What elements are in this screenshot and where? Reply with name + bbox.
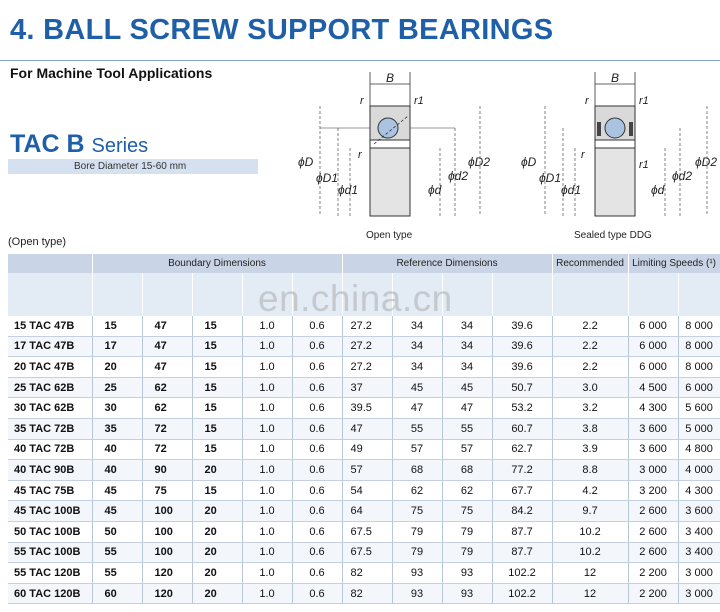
table-cell: 1.0 (242, 357, 292, 378)
table-cell: 0.6 (292, 583, 342, 604)
table-cell: 84.2 (492, 501, 552, 522)
table-row (8, 418, 720, 439)
label-r1: r1 (414, 95, 424, 107)
table-cell: 12 (552, 563, 628, 584)
bearing-designation: 40 TAC 72B (8, 439, 92, 460)
bearing-designation: 25 TAC 62B (8, 377, 92, 398)
table-cell: 90 (142, 460, 192, 481)
table-cell: 100 (142, 501, 192, 522)
table-cell: 57 (342, 460, 392, 481)
label-D2: ϕD2 (468, 155, 491, 169)
table-row (8, 501, 720, 522)
table-cell: 67.7 (492, 480, 552, 501)
dim-b-label-sealed: B (611, 71, 620, 85)
page-title: 4. BALL SCREW SUPPORT BEARINGS (10, 14, 554, 46)
table-cell: 2 200 (628, 563, 678, 584)
header-designation (8, 254, 92, 273)
table-cell: 72 (142, 439, 192, 460)
table-cell: 47 (142, 357, 192, 378)
table-cell: 53.2 (492, 398, 552, 419)
page-subtitle: For Machine Tool Applications (10, 65, 213, 81)
table-cell: 0.6 (292, 563, 342, 584)
table-cell: 0.6 (292, 480, 342, 501)
table-cell: 79 (392, 521, 442, 542)
table-cell: 6 000 (628, 316, 678, 336)
table-cell: 4 000 (678, 460, 720, 481)
table-cell: 1.0 (242, 583, 292, 604)
series-suffix: Series (91, 135, 149, 157)
table-cell: 0.6 (292, 377, 342, 398)
table-cell: 79 (442, 521, 492, 542)
table-cell: 4.2 (552, 480, 628, 501)
table-cell: 15 (192, 336, 242, 357)
table-cell: 15 (192, 398, 242, 419)
table-cell: 62 (142, 377, 192, 398)
table-cell: 1.0 (242, 336, 292, 357)
table-cell: 75 (142, 480, 192, 501)
label-d1: ϕd1 (338, 183, 359, 197)
table-cell: 68 (392, 460, 442, 481)
table-cell: 3 600 (628, 418, 678, 439)
table-cell: 9.7 (552, 501, 628, 522)
table-cell: 25 (92, 377, 142, 398)
sealed-label-d2: ϕd2 (672, 169, 693, 183)
table-cell: 102.2 (492, 583, 552, 604)
table-cell: 0.6 (292, 418, 342, 439)
table-cell: 27.2 (342, 336, 392, 357)
table-cell: 2.2 (552, 316, 628, 336)
bore-diameter-bar: Bore Diameter 15-60 mm (8, 159, 258, 174)
table-cell: 1.0 (242, 563, 292, 584)
header-recommended: Recommended (552, 254, 628, 273)
table-cell: 2 600 (628, 521, 678, 542)
table-cell: 4 300 (678, 480, 720, 501)
table-cell: 1.0 (242, 480, 292, 501)
table-cell: 10.2 (552, 521, 628, 542)
table-cell: 54 (342, 480, 392, 501)
table-cell: 62 (442, 480, 492, 501)
title-divider (0, 60, 720, 61)
table-cell: 27.2 (342, 357, 392, 378)
table-cell: 120 (142, 563, 192, 584)
table-cell: 62 (142, 398, 192, 419)
table-cell: 34 (442, 316, 492, 336)
sealed-label-D2: ϕD2 (695, 155, 718, 169)
table-cell: 1.0 (242, 316, 292, 336)
table-cell: 93 (392, 583, 442, 604)
table-cell: 30 (92, 398, 142, 419)
table-cell: 15 (192, 357, 242, 378)
table-cell: 39.6 (492, 357, 552, 378)
table-header-row (8, 254, 720, 273)
table-cell: 3 600 (678, 501, 720, 522)
table-cell: 120 (142, 583, 192, 604)
table-cell: 17 (92, 336, 142, 357)
label-D1: ϕD1 (316, 171, 339, 185)
table-cell: 10.2 (552, 542, 628, 563)
bearing-designation: 17 TAC 47B (8, 336, 92, 357)
bearing-designation: 60 TAC 120B (8, 583, 92, 604)
table-cell: 1.0 (242, 542, 292, 563)
table-cell: 5 000 (678, 418, 720, 439)
bearing-designation: 30 TAC 62B (8, 398, 92, 419)
table-row (8, 377, 720, 398)
table-cell: 3.0 (552, 377, 628, 398)
table-cell: 45 (92, 501, 142, 522)
label-r-lower: r (358, 149, 362, 161)
table-cell: 3 000 (678, 583, 720, 604)
table-cell: 55 (92, 563, 142, 584)
table-cell: 93 (392, 563, 442, 584)
bearing-designation: 40 TAC 90B (8, 460, 92, 481)
table-cell: 3.9 (552, 439, 628, 460)
table-cell: 45 (442, 377, 492, 398)
table-cell: 4 300 (628, 398, 678, 419)
table-cell: 100 (142, 542, 192, 563)
header-reference-dimensions: Reference Dimensions (342, 254, 552, 273)
table-row (8, 542, 720, 563)
dim-b-label: B (386, 71, 395, 85)
sealed-label-r: r (585, 95, 589, 107)
table-row (8, 583, 720, 604)
table-cell: 67.5 (342, 521, 392, 542)
table-cell: 2 600 (628, 501, 678, 522)
table-cell: 79 (442, 542, 492, 563)
table-cell: 93 (442, 583, 492, 604)
table-cell: 5 600 (678, 398, 720, 419)
table-cell: 79 (392, 542, 442, 563)
table-cell: 3 600 (628, 439, 678, 460)
bearing-designation: 45 TAC 75B (8, 480, 92, 501)
table-cell: 50.7 (492, 377, 552, 398)
table-row (8, 480, 720, 501)
table-cell: 4 500 (628, 377, 678, 398)
table-cell: 87.7 (492, 542, 552, 563)
table-cell: 47 (392, 398, 442, 419)
table-cell: 6 000 (678, 377, 720, 398)
table-cell: 34 (392, 316, 442, 336)
table-cell: 34 (442, 336, 492, 357)
bearing-designation: 15 TAC 47B (8, 316, 92, 336)
table-cell: 62.7 (492, 439, 552, 460)
bearing-designation: 45 TAC 100B (8, 501, 92, 522)
table-cell: 12 (552, 583, 628, 604)
table-cell: 0.6 (292, 501, 342, 522)
table-cell: 39.5 (342, 398, 392, 419)
table-row (8, 439, 720, 460)
table-cell: 34 (392, 357, 442, 378)
sealed-label-r1-lower: r1 (639, 159, 649, 171)
table-cell: 87.7 (492, 521, 552, 542)
series-heading (10, 130, 148, 159)
label-d2: ϕd2 (448, 169, 469, 183)
table-cell: 0.6 (292, 521, 342, 542)
table-row (8, 460, 720, 481)
table-cell: 20 (192, 501, 242, 522)
table-cell: 15 (192, 418, 242, 439)
table-cell: 34 (392, 336, 442, 357)
table-cell: 0.6 (292, 542, 342, 563)
table-cell: 75 (392, 501, 442, 522)
bearing-designation: 20 TAC 47B (8, 357, 92, 378)
table-cell: 72 (142, 418, 192, 439)
table-cell: 6 000 (628, 357, 678, 378)
table-cell: 67.5 (342, 542, 392, 563)
table-cell: 2.2 (552, 357, 628, 378)
table-cell: 15 (192, 480, 242, 501)
table-cell: 15 (92, 316, 142, 336)
table-cell: 2 200 (628, 583, 678, 604)
table-cell: 55 (392, 418, 442, 439)
watermark: en.china.cn (258, 278, 453, 319)
table-cell: 2.2 (552, 336, 628, 357)
table-cell: 15 (192, 316, 242, 336)
table-cell: 1.0 (242, 377, 292, 398)
table-cell: 3 000 (678, 563, 720, 584)
table-cell: 20 (92, 357, 142, 378)
table-row (8, 357, 720, 378)
table-cell: 1.0 (242, 398, 292, 419)
sealed-label-d1: ϕd1 (561, 183, 582, 197)
table-cell: 0.6 (292, 316, 342, 336)
label-d: ϕd (428, 183, 442, 197)
header-boundary-dimensions: Boundary Dimensions (92, 254, 342, 273)
table-cell: 39.6 (492, 336, 552, 357)
table-cell: 15 (192, 377, 242, 398)
table-cell: 8 000 (678, 316, 720, 336)
open-type-label: (Open type) (8, 236, 67, 248)
label-D: ϕD (298, 155, 314, 169)
sealed-label-D: ϕD (521, 155, 537, 169)
table-cell: 77.2 (492, 460, 552, 481)
table-cell: 57 (442, 439, 492, 460)
table-cell: 40 (92, 460, 142, 481)
bearing-spec-table (8, 254, 720, 604)
open-type-diagram (290, 66, 500, 226)
table-cell: 1.0 (242, 439, 292, 460)
table-cell: 47 (342, 418, 392, 439)
table-cell: 1.0 (242, 501, 292, 522)
table-cell: 3 000 (628, 460, 678, 481)
table-cell: 47 (142, 336, 192, 357)
table-cell: 6 000 (628, 336, 678, 357)
table-cell: 20 (192, 563, 242, 584)
table-cell: 20 (192, 521, 242, 542)
table-cell: 0.6 (292, 336, 342, 357)
table-cell: 62 (392, 480, 442, 501)
table-cell: 55 (92, 542, 142, 563)
table-cell: 20 (192, 542, 242, 563)
table-row (8, 398, 720, 419)
sealed-label-D1: ϕD1 (539, 171, 562, 185)
table-row (8, 336, 720, 357)
table-cell: 4 800 (678, 439, 720, 460)
table-cell: 0.6 (292, 357, 342, 378)
header-limiting-speeds: Limiting Speeds (¹) (628, 254, 720, 273)
table-cell: 8 000 (678, 336, 720, 357)
table-cell: 60.7 (492, 418, 552, 439)
bearing-designation: 55 TAC 100B (8, 542, 92, 563)
table-cell: 15 (192, 439, 242, 460)
table-cell: 47 (442, 398, 492, 419)
table-cell: 100 (142, 521, 192, 542)
table-cell: 82 (342, 563, 392, 584)
table-row (8, 316, 720, 336)
table-cell: 45 (92, 480, 142, 501)
table-row (8, 521, 720, 542)
table-cell: 2 600 (628, 542, 678, 563)
table-cell: 1.0 (242, 521, 292, 542)
sealed-label-d: ϕd (651, 183, 665, 197)
bearing-designation: 55 TAC 120B (8, 563, 92, 584)
table-cell: 27.2 (342, 316, 392, 336)
table-cell: 20 (192, 460, 242, 481)
table-cell: 3 200 (628, 480, 678, 501)
table-cell: 8 000 (678, 357, 720, 378)
table-cell: 68 (442, 460, 492, 481)
table-cell: 45 (392, 377, 442, 398)
table-cell: 3.2 (552, 398, 628, 419)
table-cell: 57 (392, 439, 442, 460)
table-row (8, 563, 720, 584)
bearing-designation: 35 TAC 72B (8, 418, 92, 439)
table-cell: 3.8 (552, 418, 628, 439)
table-cell: 102.2 (492, 563, 552, 584)
table-cell: 39.6 (492, 316, 552, 336)
table-cell: 0.6 (292, 439, 342, 460)
label-r: r (360, 95, 364, 107)
table-cell: 37 (342, 377, 392, 398)
table-cell: 75 (442, 501, 492, 522)
table-cell: 47 (142, 316, 192, 336)
sealed-label-r-lower: r (581, 149, 585, 161)
sealed-type-diagram (515, 66, 720, 226)
table-cell: 34 (442, 357, 492, 378)
table-cell: 8.8 (552, 460, 628, 481)
sealed-type-caption: Sealed type DDG (574, 230, 652, 241)
open-type-caption: Open type (366, 230, 413, 241)
table-cell: 82 (342, 583, 392, 604)
table-cell: 40 (92, 439, 142, 460)
table-cell: 50 (92, 521, 142, 542)
bearing-designation: 50 TAC 100B (8, 521, 92, 542)
table-cell: 1.0 (242, 460, 292, 481)
table-cell: 35 (92, 418, 142, 439)
table-cell: 64 (342, 501, 392, 522)
table-cell: 55 (442, 418, 492, 439)
table-cell: 49 (342, 439, 392, 460)
sealed-label-r1: r1 (639, 95, 649, 107)
table-cell: 93 (442, 563, 492, 584)
table-cell: 0.6 (292, 460, 342, 481)
table-cell: 60 (92, 583, 142, 604)
table-cell: 20 (192, 583, 242, 604)
table-subheader-row (8, 273, 720, 316)
table-cell: 0.6 (292, 398, 342, 419)
series-name: TAC B (10, 130, 85, 158)
table-cell: 3 400 (678, 542, 720, 563)
table-cell: 1.0 (242, 418, 292, 439)
table-cell: 3 400 (678, 521, 720, 542)
